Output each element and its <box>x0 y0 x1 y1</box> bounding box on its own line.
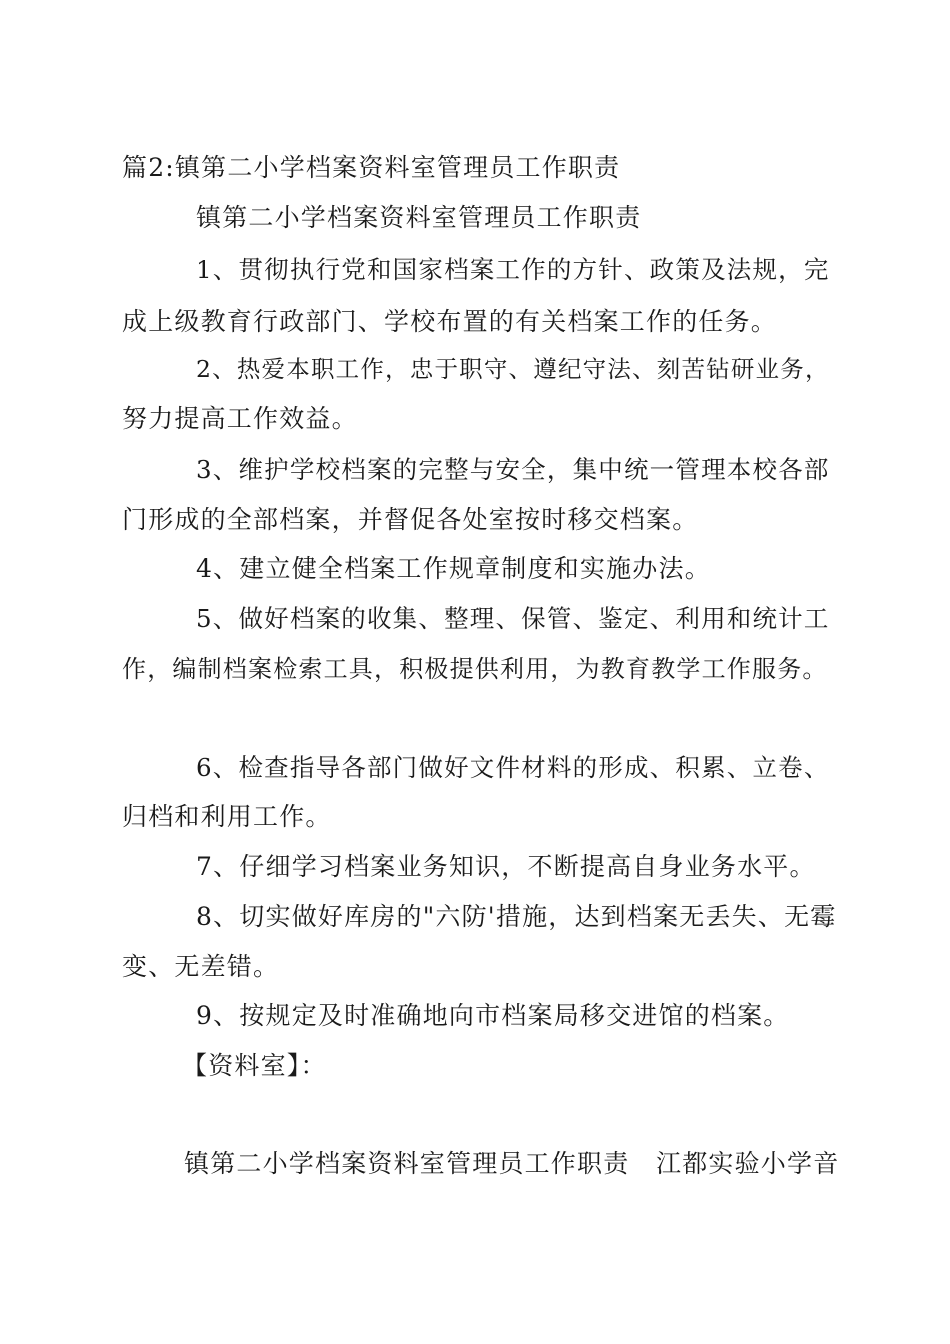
item-5-line-2: 作，编制档案检索工具，积极提供利用，为教育教学工作服务。 <box>122 655 828 683</box>
footer-title-left: 镇第二小学档案资料室管理员工作职责 <box>184 1149 630 1178</box>
item-3-line-1: 3、维护学校档案的完整与安全，集中统一管理本校各部 <box>196 455 830 484</box>
document-subtitle: 镇第二小学档案资料室管理员工作职责 <box>196 203 642 232</box>
item-7-line-1: 7、仔细学习档案业务知识，不断提高自身业务水平。 <box>196 852 816 881</box>
item-2-line-2: 努力提高工作效益。 <box>122 404 358 433</box>
item-3-line-2: 门形成的全部档案，并督促各处室按时移交档案。 <box>122 505 699 534</box>
item-6-line-1: 6、检查指导各部门做好文件材料的形成、积累、立卷、 <box>196 753 830 782</box>
item-1-line-1: 1、贯彻执行党和国家档案工作的方针、政策及法规，完 <box>196 255 830 284</box>
item-2-line-1: 2、热爱本职工作，忠于职守、遵纪守法、刻苦钻研业务， <box>196 355 830 383</box>
item-6-line-2: 归档和利用工作。 <box>122 802 332 831</box>
document-heading: 篇2:镇第二小学档案资料室管理员工作职责 <box>122 153 621 182</box>
item-8-line-1: 8、切实做好库房的"六防'措施，达到档案无丢失、无霉 <box>196 902 837 931</box>
item-9-line-1: 9、按规定及时准确地向市档案局移交进馆的档案。 <box>196 1001 790 1030</box>
item-1-line-2: 成上级教育行政部门、学校布置的有关档案工作的任务。 <box>122 307 778 336</box>
item-5-line-1: 5、做好档案的收集、整理、保管、鉴定、利用和统计工 <box>196 604 830 633</box>
item-4-line-1: 4、建立健全档案工作规章制度和实施办法。 <box>196 554 711 583</box>
resource-room-tag: 【资料室】： <box>182 1051 327 1080</box>
item-8-line-2: 变、无差错。 <box>122 952 280 981</box>
footer-title-right: 江都实验小学音 <box>656 1149 840 1178</box>
